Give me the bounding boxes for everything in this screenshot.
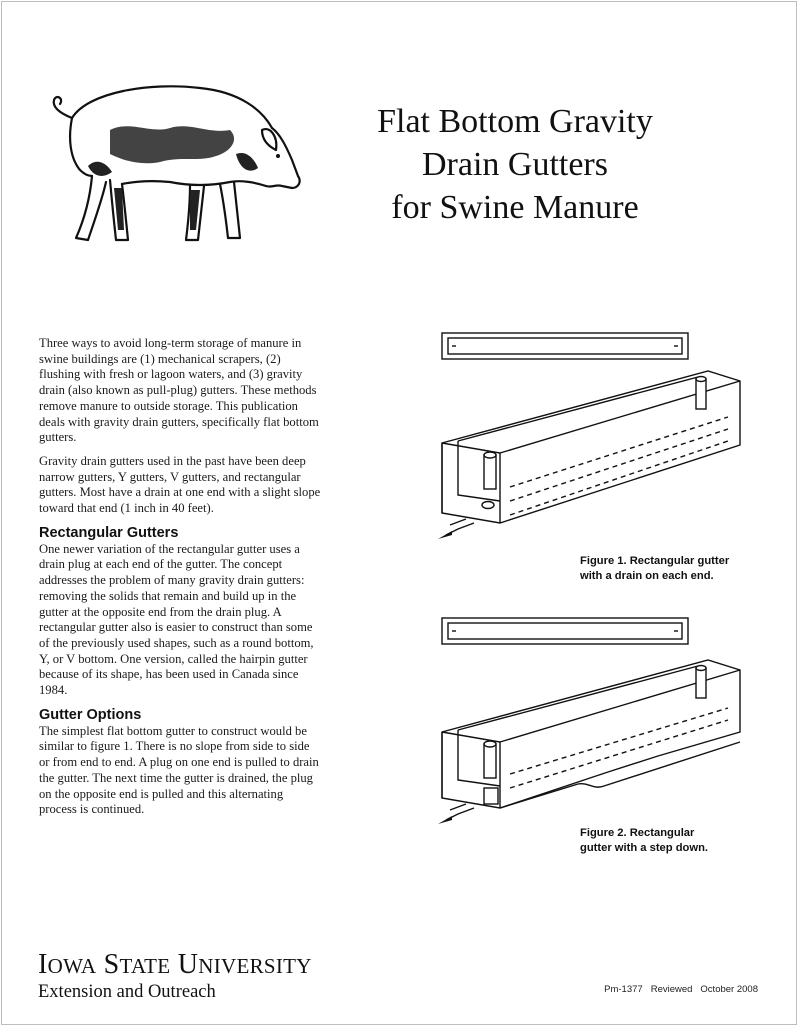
section-heading-gutter-options: Gutter Options (39, 706, 142, 723)
review-date: October 2008 (700, 984, 758, 995)
body-text-column (39, 336, 321, 826)
title-line-2: Drain Gutters (421, 146, 608, 183)
figure-2-caption-line-1: Figure 2. Rectangular (580, 827, 695, 839)
figure-2-caption-line-2: gutter with a step down. (580, 841, 709, 854)
review-status: Reviewed (650, 984, 693, 995)
university-logo (38, 950, 312, 1003)
publication-code: Pm-1377 (604, 984, 643, 995)
gutter-options-paragraph: The simplest flat bottom gutter to construct would be similar to figure 1. There is no slope from side to side or from end to end. A plug on one end is pulled to drain the gutter. The next time the gutter is drained, the plug on the opposite end is pulled and this alternating process is continued. (39, 723, 319, 817)
figure-2-caption (580, 826, 708, 855)
figure-1-caption-line-1: Figure 1. Rectangular gutter (580, 555, 730, 567)
university-wordmark: IOWA STATE UNIVERSITY (38, 949, 312, 980)
figure-1-caption (580, 554, 729, 583)
history-paragraph: Gravity drain gutters used in the past have been deep narrow gutters, Y gutters, V gutters, and rectangular gutters. Most have a drain at one end with a slight slope toward that end (1 inch in 40 feet). (39, 453, 321, 516)
title-line-3: for Swine Manure (391, 189, 639, 226)
pig-icon (40, 70, 310, 250)
figure-1-diagram (428, 325, 758, 555)
document-title (330, 100, 700, 229)
figure-2-diagram (428, 612, 758, 837)
extension-outreach-label: Extension and Outreach (38, 982, 216, 1002)
intro-paragraph: Three ways to avoid long-term storage of manure in swine buildings are (1) mechanical scrapers, (2) flushing with fresh or lagoon waters, and (3) gravity drain (also known as pull-plug) gutters. These methods remove manure to outside storage. This publication deals with gravity drain gutters, specifically flat bottom gutters. (39, 336, 319, 445)
figure-1-caption-line-2: with a drain on each end. (580, 569, 714, 582)
title-line-1: Flat Bottom Gravity (377, 103, 653, 140)
publication-footer (596, 984, 758, 995)
section-heading-rectangular-gutters: Rectangular Gutters (39, 524, 179, 541)
rectangular-gutters-paragraph: One newer variation of the rectangular gutter uses a drain plug at each end of the gutter. The concept addresses the problem of many gravity drain gutters: removing the solids that remain and build up in the gutter at the opposite end from the drain plug. A rectangular gutter also is easier to construct than some of the previously used shapes, such as a round bottom, Y, or V bottom. One version, called the hairpin gutter because of its shape, has been used in Canada since 1984. (39, 541, 314, 698)
